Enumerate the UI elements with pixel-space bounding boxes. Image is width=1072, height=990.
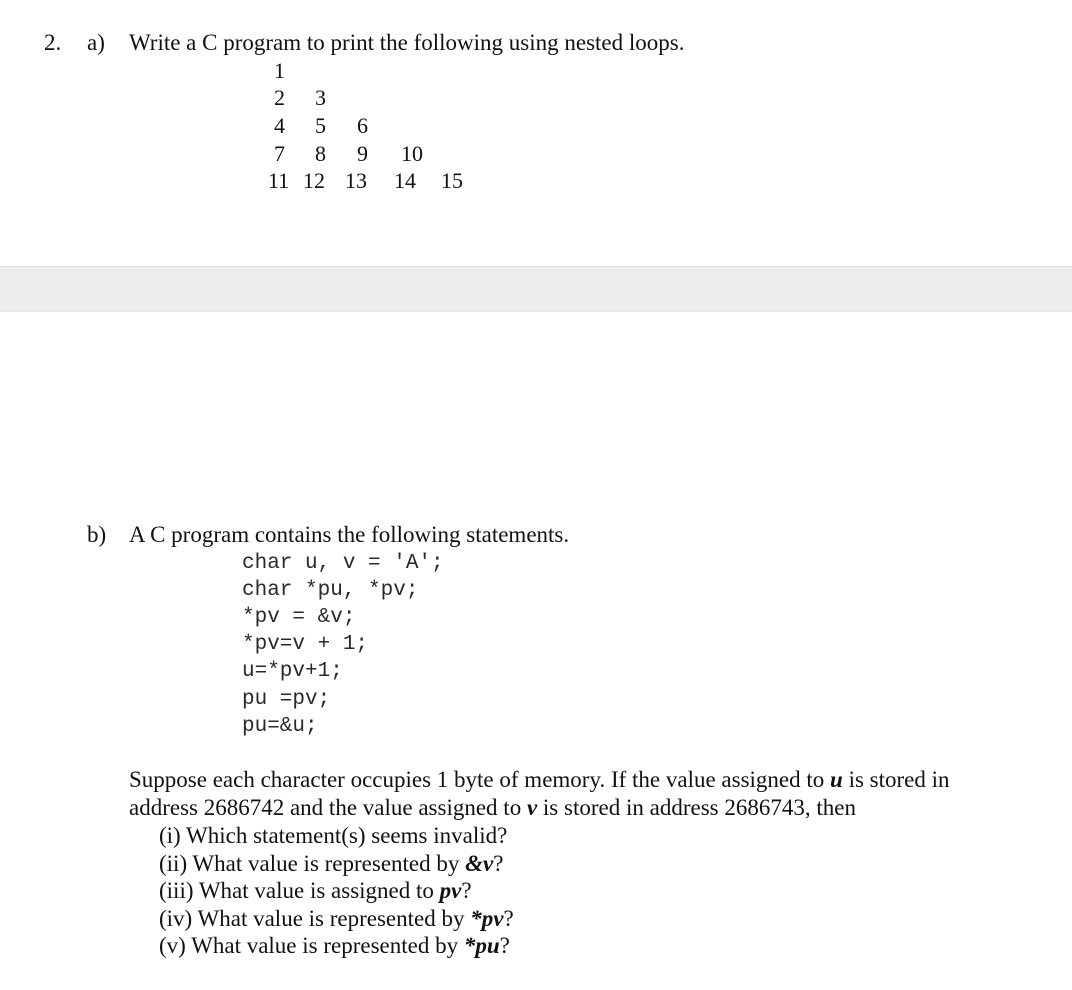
triangle-number: 1 xyxy=(274,58,285,83)
sub-question-emphasis: pv xyxy=(439,878,462,903)
code-line: pu=&u; xyxy=(242,715,318,738)
variable-v: v xyxy=(526,795,538,820)
triangle-number: 4 xyxy=(274,113,285,138)
triangle-number: 14 xyxy=(394,168,416,193)
sub-question-text: (i) Which statement(s) seems invalid? xyxy=(159,823,508,848)
code-line: char *pu, *pv; xyxy=(242,579,419,602)
sub-question xyxy=(159,822,514,850)
sub-questions-list xyxy=(159,822,514,960)
variable-u: u xyxy=(830,767,843,792)
paragraph-text: address 2686742 and the value assigned to xyxy=(129,795,527,820)
code-line: *pv=v + 1; xyxy=(242,633,369,656)
paragraph-text: is stored in xyxy=(842,767,950,792)
part-b-label: b) xyxy=(87,522,107,547)
sub-question-suffix: ? xyxy=(503,905,514,931)
triangle-number: 7 xyxy=(274,141,285,166)
triangle-number: 15 xyxy=(441,168,463,193)
code-line: char u, v = 'A'; xyxy=(242,552,444,575)
sub-question xyxy=(159,877,514,905)
triangle-number: 10 xyxy=(401,141,423,166)
code-line: *pv = &v; xyxy=(242,606,356,629)
sub-question xyxy=(159,932,514,960)
sub-question-emphasis: *pv xyxy=(470,905,504,931)
triangle-number: 13 xyxy=(345,168,367,193)
triangle-number: 5 xyxy=(315,113,326,138)
sub-question xyxy=(159,905,514,933)
paragraph-text: is stored in address 2686743, then xyxy=(537,795,856,820)
paragraph-text: Suppose each character occupies 1 byte of memory. If the value assigned to xyxy=(129,767,831,792)
sub-question-emphasis: *pu xyxy=(463,933,500,958)
code-line: u=*pv+1; xyxy=(242,660,343,683)
triangle-number: 6 xyxy=(357,113,368,138)
triangle-number: 8 xyxy=(315,141,326,166)
sub-question xyxy=(159,850,514,878)
part-b-prompt: A C program contains the following statements. xyxy=(129,522,570,547)
part-a-label: a) xyxy=(87,30,105,55)
paragraph-line-1 xyxy=(129,766,1029,794)
triangle-number: 3 xyxy=(315,85,326,110)
triangle-number: 12 xyxy=(303,168,325,193)
sub-question-text: (ii) What value is represented by xyxy=(159,850,466,876)
sub-question-emphasis: &v xyxy=(465,850,494,876)
sub-question-text: (v) What value is represented by xyxy=(159,933,464,958)
sub-question-suffix: ? xyxy=(499,933,510,958)
sub-question-text: (iv) What value is represented by xyxy=(159,905,471,931)
triangle-number: 2 xyxy=(274,85,285,110)
sub-question-suffix: ? xyxy=(493,850,504,876)
problem-paragraph xyxy=(129,766,1029,822)
triangle-number: 11 xyxy=(268,168,290,193)
paragraph-line-2 xyxy=(129,794,1029,822)
question-number: 2. xyxy=(44,30,62,55)
page-separator xyxy=(0,266,1072,312)
triangle-number: 9 xyxy=(357,141,368,166)
code-line: pu =pv; xyxy=(242,688,331,711)
sub-question-text: (iii) What value is assigned to xyxy=(159,878,440,903)
part-a-prompt: Write a C program to print the following using nested loops. xyxy=(129,30,685,55)
sub-question-suffix: ? xyxy=(461,878,472,903)
